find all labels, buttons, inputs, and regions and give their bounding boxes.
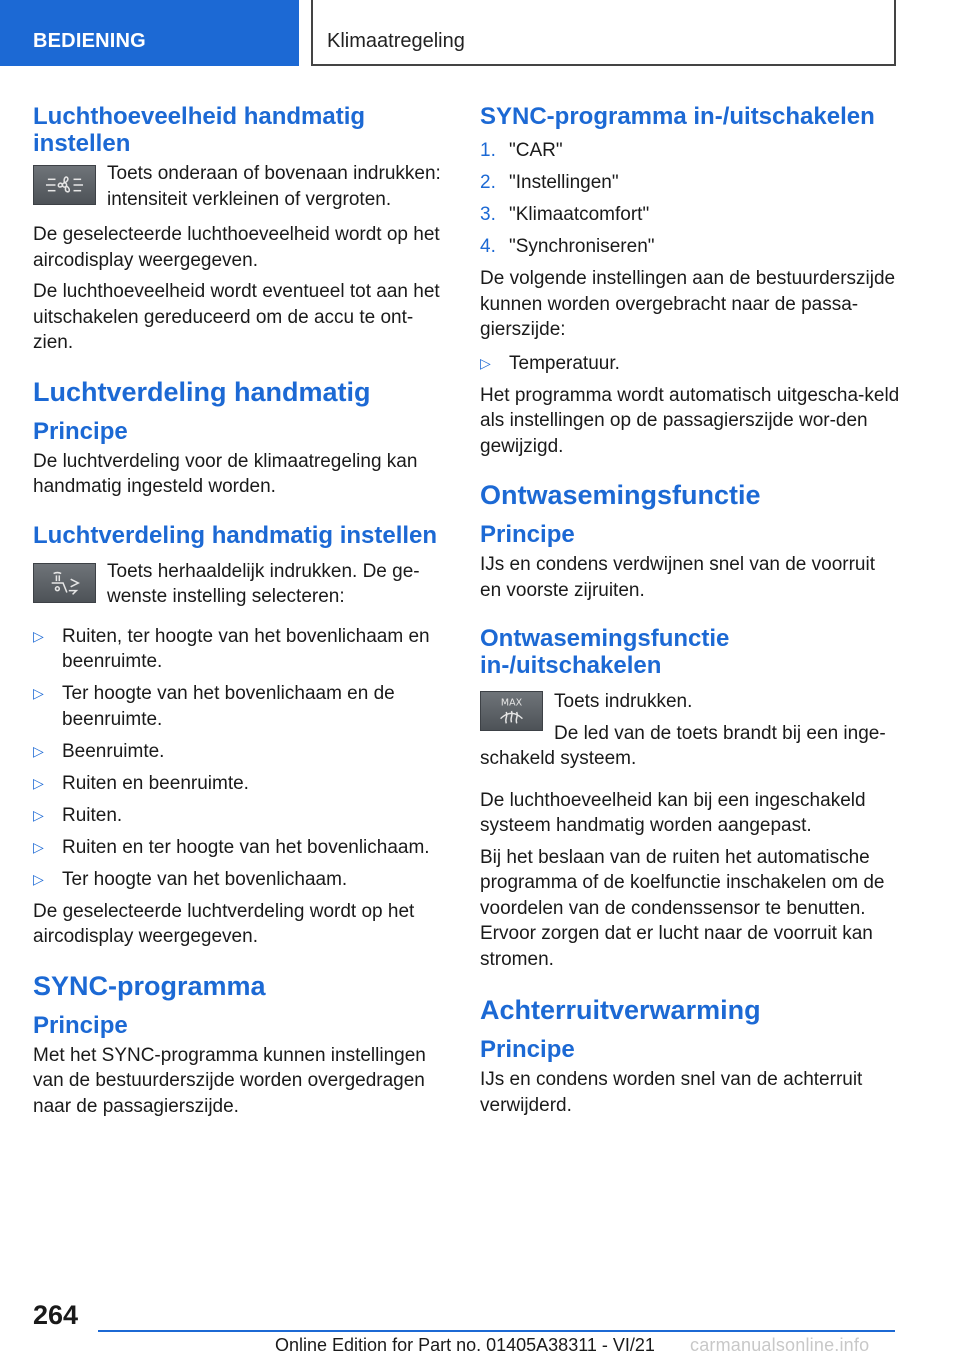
defrost-text-2: De led van de toets brandt bij een inge-schakeld systeem. [480, 722, 886, 769]
list-item: ▷ Ruiten en beenruimte. [33, 771, 448, 797]
heading-rear-heating: Achterruitverwarming [480, 995, 761, 1025]
section-title: BEDIENING [33, 30, 146, 52]
heading-principle-3: Principe [480, 521, 575, 548]
left-column [33, 103, 448, 1125]
max-label: MAX [500, 697, 523, 709]
defrost-paragraph-2: Bij het beslaan van de ruiten het automatische programma of de koelfunctie inschakelen om de voordelen van de condenssensor te benutten. Ervoor zorgen dat er lucht naar de voorruit kan stromen. [480, 846, 885, 970]
heading-defrost-toggle: Ontwasemingsfunctie in-/uitschakelen [480, 625, 730, 679]
sync-paragraph-2: Het programma wordt automatisch uitgescha-keld als instellingen op de passagierszijde wor-den gewijzigd. [480, 384, 900, 457]
page-number: 264 [33, 1300, 79, 1330]
heading-distribution-set: Luchtverdeling handmatig instellen [33, 521, 438, 549]
step-item: 2. "Instellingen" [480, 172, 619, 193]
heading-principle-2: Principe [33, 1011, 128, 1039]
max-defrost-button-icon [480, 691, 543, 731]
principle-4-text: IJs en condens worden snel van de achterruit verwijderd. [480, 1069, 863, 1116]
section-tab [0, 0, 299, 66]
airflow-paragraph-2: De luchthoeveelheid wordt eventueel tot aan het uitschakelen gereduceerd om de accu te ont-zien. [33, 281, 440, 353]
edition-text: Online Edition for Part no. 01405A38311 - VI/21 [275, 1335, 655, 1355]
list-item: ▷ Ruiten en ter hoogte van het bovenlichaam. [33, 835, 448, 861]
footer-divider [98, 1330, 895, 1332]
chapter-tab [311, 0, 896, 66]
heading-principle-4: Principe [480, 1036, 575, 1063]
defrost-button-block [480, 689, 900, 772]
air-distribution-button-icon [33, 563, 96, 603]
principle-1-text: De luchtverdeling voor de klimaatregeling kan handmatig ingesteld worden. [33, 450, 418, 497]
sync-paragraph-1: De volgende instellingen aan de bestuurderszijde kunnen worden overgebracht naar de passa-gierszijde: [480, 268, 896, 340]
chapter-title: Klimaatregeling [327, 30, 465, 52]
sync-steps [480, 138, 900, 260]
principle-3-text: IJs en condens verdwijnen snel van de voorruit en voorste zijruiten. [480, 554, 876, 601]
right-column [480, 103, 900, 1124]
heading-sync-toggle: SYNC-programma in-/uitschakelen [480, 103, 875, 130]
watermark-text: carmanualsonline.info [690, 1335, 870, 1355]
sync-list [480, 351, 900, 377]
fan-button-icon [33, 165, 96, 205]
step-item: 3. "Klimaatcomfort" [480, 204, 650, 225]
distribution-button-row [33, 559, 448, 610]
heading-defrost: Ontwasemingsfunctie [480, 480, 761, 510]
step-item: 4. "Synchroniseren" [480, 236, 655, 257]
defrost-text-1: Toets indrukken. [554, 691, 693, 712]
principle-2-text: Met het SYNC-programma kunnen instellingen van de bestuurderszijde worden overgedragen naar de passagierszijde. [33, 1044, 426, 1117]
airflow-paragraph-1: De geselecteerde luchthoeveelheid wordt op het aircodisplay weergegeven. [33, 224, 440, 271]
list-item: ▷ Beenruimte. [33, 739, 448, 765]
airflow-button-row [33, 161, 448, 212]
distribution-list [33, 624, 448, 893]
list-item: ▷ Ruiten. [33, 803, 448, 829]
list-item: ▷ Ter hoogte van het bovenlichaam en de beenruimte. [33, 681, 448, 732]
heading-airflow: Luchthoeveelheid handmatig instellen [33, 103, 366, 157]
heading-sync: SYNC-programma [33, 970, 266, 1001]
list-item: ▷ Ter hoogte van het bovenlichaam. [33, 867, 448, 893]
list-item: ▷ Temperatuur. [480, 351, 900, 377]
distribution-button-text: Toets herhaaldelijk indrukken. De ge-wenste instelling selecteren: [107, 560, 420, 607]
distribution-paragraph: De geselecteerde luchtverdeling wordt op het aircodisplay weergegeven. [33, 900, 415, 947]
defrost-paragraph-1: De luchthoeveelheid kan bij een ingeschakeld systeem handmatig worden aangepast. [480, 789, 866, 836]
heading-distribution: Luchtverdeling handmatig [33, 376, 371, 407]
list-item: ▷ Ruiten, ter hoogte van het bovenlichaam en beenruimte. [33, 624, 448, 675]
step-item: 1. "CAR" [480, 140, 563, 161]
airflow-button-text: Toets onderaan of bovenaan indrukken: intensiteit verkleinen of vergroten. [107, 163, 441, 210]
heading-principle-1: Principe [33, 417, 128, 445]
